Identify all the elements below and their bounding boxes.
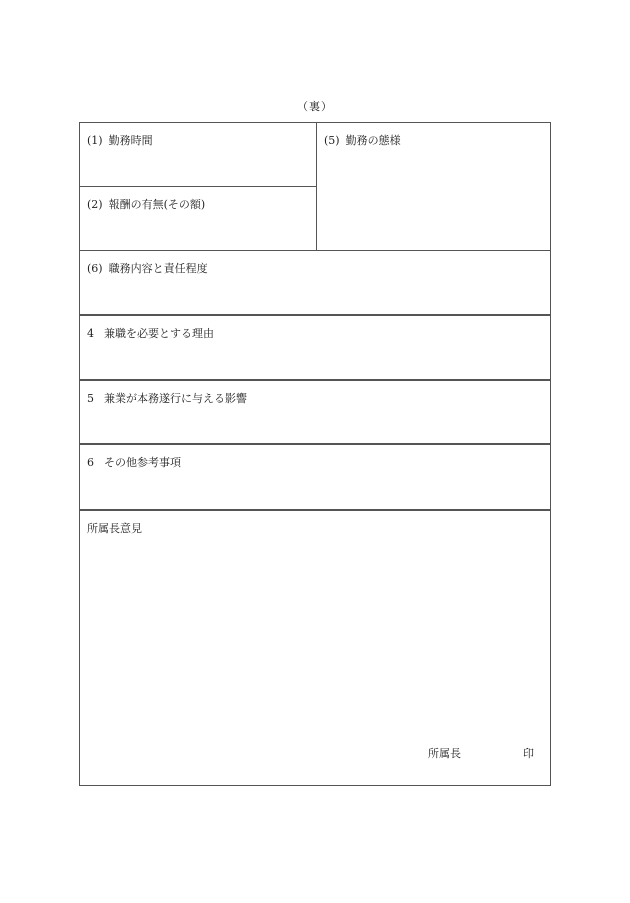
field-supervisor-opinion[interactable] bbox=[80, 511, 550, 785]
field-work-mode-number: (5) bbox=[324, 134, 340, 147]
field-other[interactable] bbox=[80, 445, 550, 509]
field-supervisor-opinion-label: 所属長意見 bbox=[87, 522, 142, 535]
page-heading: （裏） bbox=[297, 100, 333, 113]
field-reason-text: 兼職を必要とする理由 bbox=[104, 327, 214, 340]
field-compensation-text: 報酬の有無(その額) bbox=[108, 198, 206, 211]
signature-seal[interactable]: 印 bbox=[523, 747, 534, 760]
signature-title: 所属長 bbox=[428, 747, 461, 760]
application-form-back bbox=[79, 122, 551, 786]
field-compensation[interactable] bbox=[80, 187, 316, 250]
field-work-mode-label bbox=[324, 132, 401, 148]
field-reason-number: 4 bbox=[87, 327, 94, 340]
field-duties-number: (6) bbox=[87, 262, 103, 275]
field-impact[interactable] bbox=[80, 381, 550, 443]
field-other-label bbox=[87, 454, 181, 470]
field-work-mode[interactable] bbox=[317, 123, 552, 250]
field-reason[interactable] bbox=[80, 316, 550, 379]
field-work-hours-number: (1) bbox=[87, 134, 103, 147]
field-impact-text: 兼業が本務遂行に与える影響 bbox=[104, 392, 247, 405]
field-work-hours-label bbox=[87, 132, 153, 148]
field-compensation-number: (2) bbox=[87, 198, 103, 211]
field-impact-number: 5 bbox=[87, 392, 94, 405]
field-work-hours[interactable] bbox=[80, 123, 316, 186]
field-compensation-label bbox=[87, 196, 205, 212]
field-work-hours-text: 勤務時間 bbox=[108, 134, 153, 147]
field-duties-text: 職務内容と責任程度 bbox=[108, 262, 208, 275]
field-work-mode-text: 勤務の態様 bbox=[345, 134, 401, 147]
field-duties[interactable] bbox=[80, 251, 550, 314]
field-impact-label bbox=[87, 390, 247, 406]
field-duties-label bbox=[87, 260, 208, 276]
field-other-text: その他参考事項 bbox=[104, 456, 181, 469]
field-other-number: 6 bbox=[87, 456, 94, 469]
field-reason-label bbox=[87, 325, 214, 341]
